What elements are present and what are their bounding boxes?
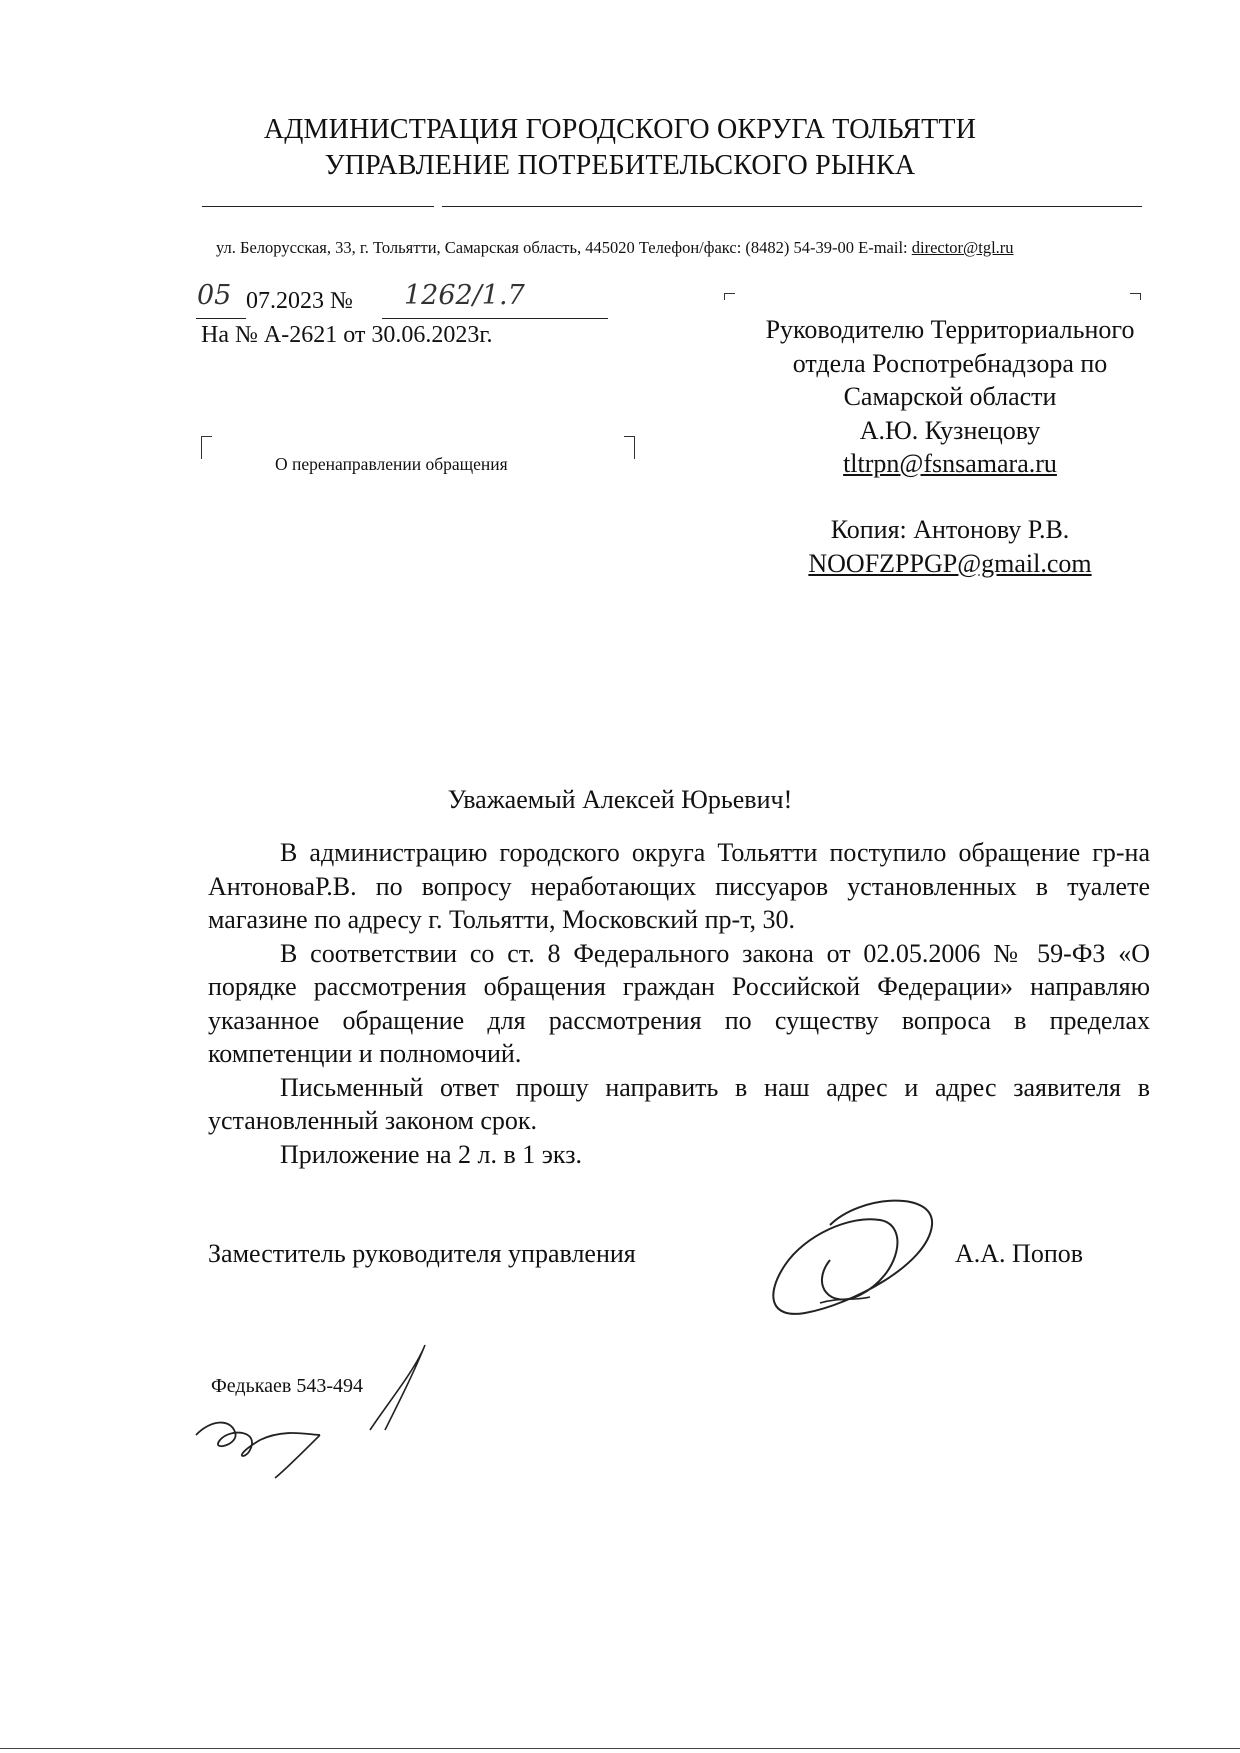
header-rule-left xyxy=(202,206,434,207)
salutation: Уважаемый Алексей Юрьевич! xyxy=(447,785,793,814)
paragraph-3: Письменный ответ прошу направить в наш адрес и адрес заявителя в установленный законом срок. xyxy=(208,1072,1150,1135)
signer-name: А.А. Попов xyxy=(955,1239,1084,1268)
addressee-block xyxy=(690,313,1210,481)
reference-line: На № А-2621 от 30.06.2023г. xyxy=(201,322,493,348)
outgoing-date: 07.2023 № xyxy=(246,288,353,314)
contacts-text: ул. Белорусская, 33, г. Тольятти, Самарская область, 445020 Телефон/факс: (8482) 54-39-00 E-mail: xyxy=(216,238,912,257)
number-underline xyxy=(382,318,608,319)
copy-email[interactable]: NOOFZPPGP@gmail.com xyxy=(808,548,1092,578)
handwritten-day: 05 xyxy=(197,280,232,311)
scan-edge xyxy=(0,1748,1240,1749)
contacts-line xyxy=(216,238,1014,258)
dept-title: УПРАВЛЕНИЕ ПОТРЕБИТЕЛЬСКОГО РЫНКА xyxy=(324,150,916,181)
subject-corner-left xyxy=(201,436,212,459)
addressee-corner-right xyxy=(1130,293,1141,300)
subject-line: О перенаправлении обращения xyxy=(275,454,508,474)
addressee-corner-left xyxy=(724,293,735,300)
addressee-line-1: Руководителю Территориального xyxy=(765,315,1135,344)
addressee-line-2: отдела Роспотребнадзора по xyxy=(792,348,1108,378)
paragraph-4: Приложение на 2 л. в 1 экз. xyxy=(280,1139,582,1169)
day-underline xyxy=(196,318,246,319)
copy-label: Копия: Антонову Р.В. xyxy=(830,515,1070,544)
executor-line: Федькаев 543-494 xyxy=(211,1375,363,1397)
signature-scribble xyxy=(760,1185,950,1325)
org-title: АДМИНИСТРАЦИЯ ГОРОДСКОГО ОКРУГА ТОЛЬЯТТИ xyxy=(263,114,977,145)
paragraph-2: В соответствии со ст. 8 Федерального закона от 02.05.2006 № 59-ФЗ «О порядке рассмотрения обращения граждан Российской Федерации» направляю указанное обращение для рассмотрения по существу вопроса в пределах компетенции и полномочий. xyxy=(208,938,1150,1068)
copy-block xyxy=(690,513,1210,580)
initials-scribble xyxy=(190,1340,450,1480)
paragraph-1: В администрацию городского округа Тольятти поступило обращение гр-на АнтоноваР.В. по вопросу неработающих писсуаров установленных в туалете магазине по адресу г. Тольятти, Московский пр-т, 30. xyxy=(208,838,1150,934)
handwritten-number: 1262/1.7 xyxy=(404,280,525,311)
header-rule-right xyxy=(442,206,1142,207)
subject-corner-right xyxy=(624,436,635,459)
contacts-email[interactable]: director@tgl.ru xyxy=(911,238,1014,257)
letter-body xyxy=(208,836,1150,1171)
addressee-line-4: А.Ю. Кузнецову xyxy=(859,415,1041,445)
signer-position: Заместитель руководителя управления xyxy=(208,1239,636,1268)
addressee-email[interactable]: tltrpn@fsnsamara.ru xyxy=(843,449,1057,478)
addressee-line-3: Самарской области xyxy=(843,382,1057,411)
